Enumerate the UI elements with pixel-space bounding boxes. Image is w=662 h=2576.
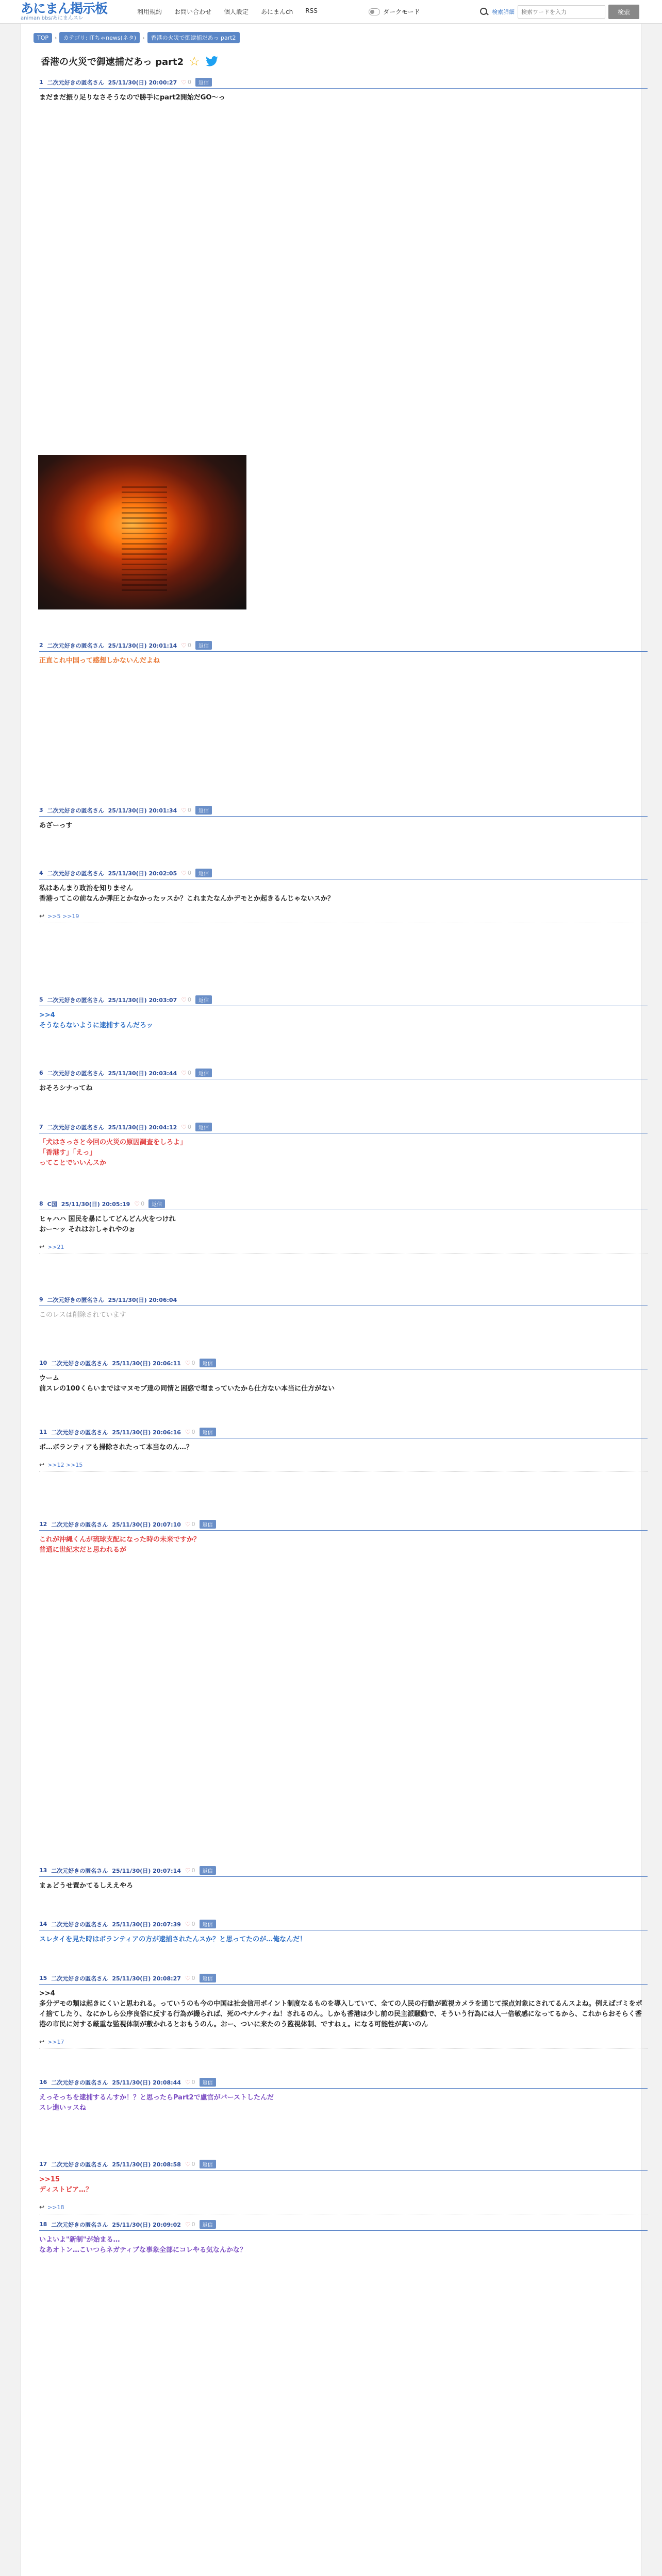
- post-7: [39, 1123, 648, 1168]
- anchor-links[interactable]: >>12 >>15: [47, 1461, 83, 1468]
- like-counter[interactable]: [181, 870, 191, 877]
- post-header: [39, 806, 648, 817]
- post-references: [39, 1243, 648, 1254]
- heart-icon[interactable]: ♡: [181, 78, 187, 86]
- post-date: 25/11/30(日) 20:07:14: [112, 1867, 181, 1874]
- search-area: [479, 5, 639, 19]
- post-17: [39, 2160, 648, 2214]
- post-number[interactable]: 3: [39, 807, 43, 814]
- breadcrumb-top[interactable]: TOP: [34, 33, 52, 43]
- heart-icon[interactable]: ♡: [185, 2221, 191, 2228]
- post-body: 私はあんまり政治を知りません 香港ってこの前なんか弾圧とかなかったッスか？これまたなんかデモとか起きるんじゃないスか？: [39, 885, 335, 903]
- post-date: 25/11/30(日) 20:04:12: [108, 1124, 177, 1131]
- like-counter[interactable]: [181, 79, 191, 86]
- poster-name: 二次元好きの匿名さん: [51, 2079, 108, 2086]
- post-15: [39, 1974, 648, 2049]
- thread-title: 香港の火災で御逮捕だあっ part2: [41, 57, 184, 67]
- post-date: 25/11/30(日) 20:08:27: [112, 1975, 181, 1982]
- post-header: [39, 2221, 648, 2231]
- heart-icon[interactable]: ♡: [181, 641, 187, 649]
- heart-icon[interactable]: ♡: [181, 1069, 187, 1077]
- like-counter[interactable]: [181, 642, 191, 649]
- like-count: 0: [191, 2221, 195, 2228]
- reply-arrow-icon: ↩: [39, 2038, 45, 2045]
- post-body: いよいよ"新制"が始まる… なあオトン…こいつらネガティブな事象全部にコレやる気なんかな？: [39, 2236, 246, 2254]
- nav-rss[interactable]: RSS: [305, 7, 318, 14]
- post-10: [39, 1359, 648, 1394]
- post-header: [39, 1069, 648, 1079]
- post-body: >>4 そうならないように逮捕するんだろッ: [39, 1011, 154, 1029]
- post-number[interactable]: 7: [39, 1124, 43, 1130]
- post-header: [39, 869, 648, 879]
- post-number[interactable]: 9: [39, 1296, 43, 1303]
- favorite-star-icon[interactable]: ☆: [189, 54, 200, 69]
- heart-icon[interactable]: ♡: [185, 1920, 191, 1928]
- reply-button[interactable]: 返信: [200, 2078, 216, 2087]
- anchor-links[interactable]: >>21: [47, 1243, 64, 1250]
- post-body: 「犬はさっさと今回の火災の原因調査をしろよ」 「香港す」「えっ」 ってことでいいんスか: [39, 1139, 187, 1167]
- post-number[interactable]: 2: [39, 642, 43, 649]
- breadcrumb-thread[interactable]: 香港の火災で御逮捕だあっ part2: [147, 32, 240, 43]
- breadcrumb: [34, 32, 240, 43]
- reply-button[interactable]: 返信: [148, 1199, 165, 1208]
- post-1: [39, 78, 648, 103]
- like-counter[interactable]: [181, 807, 191, 814]
- post-date: 25/11/30(日) 20:03:07: [108, 996, 177, 1004]
- post-number[interactable]: 8: [39, 1200, 43, 1207]
- post-number[interactable]: 18: [39, 2221, 47, 2228]
- heart-icon[interactable]: ♡: [185, 1520, 191, 1528]
- post-date: 25/11/30(日) 20:01:34: [108, 807, 177, 814]
- poster-name: 二次元好きの匿名さん: [51, 1360, 108, 1367]
- like-count: 0: [188, 870, 191, 876]
- dark-mode-toggle[interactable]: [369, 7, 420, 16]
- reply-button[interactable]: 返信: [195, 995, 212, 1004]
- like-counter[interactable]: [185, 1975, 195, 1982]
- heart-icon[interactable]: ♡: [181, 806, 187, 814]
- reply-button[interactable]: 返信: [195, 641, 212, 650]
- post-13: [39, 1867, 648, 1891]
- post-date: 25/11/30(日) 20:00:27: [108, 79, 177, 86]
- like-counter[interactable]: [181, 1070, 191, 1077]
- poster-name: 二次元好きの匿名さん: [47, 996, 104, 1004]
- anchor-links[interactable]: >>18: [47, 2204, 64, 2211]
- post-5: [39, 996, 648, 1031]
- post-body: あざーっす: [39, 822, 73, 829]
- like-count: 0: [188, 807, 191, 814]
- like-count: 0: [188, 1124, 191, 1130]
- post-11: [39, 1428, 648, 1472]
- reply-arrow-icon: ↩: [39, 1243, 45, 1250]
- like-count: 0: [191, 1360, 195, 1366]
- post-number[interactable]: 10: [39, 1360, 47, 1366]
- breadcrumb-separator-icon: ›: [55, 34, 57, 41]
- post-references: [39, 1461, 648, 1472]
- reply-arrow-icon: ↩: [39, 1461, 45, 1468]
- post-header: [39, 1123, 648, 1133]
- search-detail-link[interactable]: 検索詳細: [492, 9, 515, 15]
- page-title: [41, 55, 219, 68]
- heart-icon[interactable]: ♡: [185, 1867, 191, 1874]
- like-counter[interactable]: [185, 2221, 195, 2228]
- post-number[interactable]: 6: [39, 1070, 43, 1076]
- post-body: スレタイを見た時はボランティアの方が逮捕されたんスか？と思ってたのが…俺なんだ！: [39, 1936, 307, 1943]
- post-date: 25/11/30(日) 20:07:10: [112, 1521, 181, 1528]
- like-counter[interactable]: [185, 1360, 195, 1367]
- post-number[interactable]: 11: [39, 1429, 47, 1435]
- post-references: [39, 2204, 648, 2214]
- post-header: [39, 1920, 648, 1930]
- post-3: [39, 806, 648, 831]
- post-date: 25/11/30(日) 20:06:11: [112, 1360, 181, 1367]
- reply-button[interactable]: 返信: [195, 1069, 212, 1077]
- post-number[interactable]: 4: [39, 870, 43, 876]
- poster-name: 二次元好きの匿名さん: [51, 2161, 108, 2168]
- post-header: [39, 1296, 648, 1306]
- post-date: 25/11/30(日) 20:09:02: [112, 2221, 181, 2228]
- post-date: 25/11/30(日) 20:08:44: [112, 2079, 181, 2086]
- like-counter[interactable]: [185, 1921, 195, 1928]
- reply-button[interactable]: 返信: [195, 78, 212, 87]
- post-date: 25/11/30(日) 20:02:05: [108, 870, 177, 877]
- like-count: 0: [191, 1429, 195, 1435]
- dark-mode-label: ダークモード: [383, 8, 420, 15]
- poster-name: 二次元好きの匿名さん: [51, 1429, 108, 1436]
- post-18: [39, 2221, 648, 2256]
- like-counter[interactable]: [185, 2079, 195, 2086]
- like-count: 0: [188, 996, 191, 1003]
- post-8: [39, 1200, 648, 1254]
- post-date: 25/11/30(日) 20:01:14: [108, 642, 177, 649]
- post-number[interactable]: 13: [39, 1867, 47, 1874]
- like-counter[interactable]: [185, 1867, 195, 1874]
- reply-button[interactable]: 返信: [200, 2160, 216, 2168]
- reply-button[interactable]: 返信: [200, 2220, 216, 2229]
- post-number[interactable]: 15: [39, 1975, 47, 1981]
- poster-name: 二次元好きの匿名さん: [47, 1296, 104, 1303]
- post-header: [39, 2160, 648, 2171]
- poster-name: 二次元好きの匿名さん: [51, 1867, 108, 1874]
- heart-icon[interactable]: ♡: [185, 1974, 191, 1982]
- post-body: >>4 多分デモの類は起きにくいと思われる。っていうのも今の中国は社会信用ポイント制度なるものを導入していて、全ての人民の行動が監視カメラを通じて採点対象にされてるんスよね。例えばゴミをポイ捨てしたり、なにかしら公序良俗に反する行為が撮られば、死のペナルティね！されるのん。しかも香港は少し前の民主派騒動で、そういう行為には人一倍敏感になってるから、これからおそらく香港の市民に対する厳重な監視体制が敷かれるとおもうのん。おー、ついに来たのう監視体制、ですねぇ。になる可能性が高いのん: [39, 1990, 642, 2028]
- like-count: 0: [141, 1200, 145, 1207]
- like-count: 0: [191, 2079, 195, 2086]
- heart-icon[interactable]: ♡: [185, 1359, 191, 1367]
- heart-icon[interactable]: ♡: [185, 1428, 191, 1436]
- reply-button[interactable]: 返信: [200, 1920, 216, 1928]
- like-counter[interactable]: [181, 1124, 191, 1131]
- like-count: 0: [191, 1521, 195, 1528]
- like-counter[interactable]: [181, 996, 191, 1004]
- post-date: 25/11/30(日) 20:07:39: [112, 1921, 181, 1928]
- post-4: [39, 869, 648, 923]
- reply-button[interactable]: 返信: [200, 1520, 216, 1529]
- nav-terms[interactable]: 利用規約: [137, 8, 162, 15]
- post-number[interactable]: 5: [39, 996, 43, 1003]
- reply-arrow-icon: ↩: [39, 912, 45, 920]
- post-9: [39, 1296, 648, 1320]
- poster-name: 二次元好きの匿名さん: [51, 1975, 108, 1982]
- post-date: 25/11/30(日) 20:03:44: [108, 1070, 177, 1077]
- post-header: [39, 1974, 648, 1985]
- post-header: [39, 1428, 648, 1438]
- post-body: 正直これ中国って感想しかないんだよね: [39, 657, 160, 665]
- like-count: 0: [191, 2161, 195, 2167]
- post-14: [39, 1920, 648, 1945]
- post-body: >>15 ディストピア…？: [39, 2176, 92, 2194]
- anchor-links[interactable]: >>5 >>19: [47, 912, 79, 920]
- heart-icon[interactable]: ♡: [134, 1200, 140, 1208]
- logo-title: あにまん掲示板: [21, 1, 108, 16]
- post-header: [39, 641, 648, 652]
- like-count: 0: [188, 642, 191, 649]
- like-counter[interactable]: [185, 1429, 195, 1436]
- nav-contact[interactable]: お問い合わせ: [174, 8, 212, 15]
- post-body: ヒャハハ 国民を暴にしてどんどん火をつけれ おー〜ッ それはおしゃれやのぉ: [39, 1215, 176, 1233]
- post-body: ボ…ボランティアも掃除されたって本当なのん…？: [39, 1444, 193, 1451]
- search-input[interactable]: [518, 5, 605, 19]
- anchor-links[interactable]: >>17: [47, 2038, 64, 2045]
- breadcrumb-category[interactable]: カテゴリ: ITちゃnews(ネタ): [59, 32, 140, 43]
- post-2: [39, 641, 648, 666]
- poster-name: 二次元好きの匿名さん: [47, 642, 104, 649]
- poster-name: 二次元好きの匿名さん: [47, 807, 104, 814]
- toggle-switch-icon[interactable]: [369, 8, 380, 15]
- post-number[interactable]: 14: [39, 1921, 47, 1927]
- post-body: このレスは削除されています: [39, 1311, 126, 1319]
- nav-animanch[interactable]: あにまんch: [261, 8, 293, 15]
- post-header: [39, 996, 648, 1006]
- like-counter[interactable]: [185, 1521, 195, 1528]
- like-count: 0: [188, 79, 191, 86]
- post-body: ウーム 前スレの100くらいまではマヌモブ達の同情と困惑で埋まっていたから仕方ない本当に仕方がない: [39, 1375, 335, 1393]
- like-counter[interactable]: [134, 1200, 144, 1208]
- post-header: [39, 1200, 648, 1210]
- heart-icon[interactable]: ♡: [185, 2160, 191, 2168]
- post-16: [39, 2078, 648, 2113]
- like-count: 0: [188, 1070, 191, 1076]
- top-nav: [137, 7, 318, 16]
- post-body: えっそっちを逮捕するんすか！？と思ったらPart2で盧官がバーストしたんだ スレ進いッスね: [39, 2094, 274, 2112]
- site-logo[interactable]: [21, 2, 107, 21]
- heart-icon[interactable]: ♡: [181, 869, 187, 877]
- logo-subtitle: animan bbs/あにまんスレ: [21, 15, 84, 21]
- reply-button[interactable]: 返信: [200, 1359, 216, 1367]
- reply-button[interactable]: 返信: [200, 1974, 216, 1982]
- post-header: [39, 1867, 648, 1877]
- poster-name: C国: [47, 1200, 57, 1208]
- post-header: [39, 1520, 648, 1531]
- post-date: 25/11/30(日) 20:06:04: [108, 1296, 177, 1303]
- twitter-share-icon[interactable]: [205, 56, 219, 66]
- reply-arrow-icon: ↩: [39, 2204, 45, 2211]
- post-body: まぁどうせ置かてるしええやろ: [39, 1882, 134, 1890]
- search-button[interactable]: 検索: [608, 5, 639, 19]
- site-header: [0, 0, 662, 24]
- heart-icon[interactable]: ♡: [181, 1123, 187, 1131]
- poster-name: 二次元好きの匿名さん: [51, 2221, 108, 2228]
- like-count: 0: [191, 1975, 195, 1981]
- breadcrumb-separator-icon: ›: [142, 34, 145, 41]
- post-references: [39, 2038, 648, 2049]
- like-counter[interactable]: [185, 2161, 195, 2168]
- poster-name: 二次元好きの匿名さん: [47, 1124, 104, 1131]
- poster-name: 二次元好きの匿名さん: [51, 1921, 108, 1928]
- heart-icon[interactable]: ♡: [181, 996, 187, 1004]
- post-6: [39, 1069, 648, 1094]
- post-date: 25/11/30(日) 20:08:58: [112, 2161, 181, 2168]
- post-number[interactable]: 17: [39, 2161, 47, 2167]
- post-header: [39, 78, 648, 89]
- post-body: これが沖縄くんが琉球支配になった時の未来ですか？ 普通に世紀末だと思われるが: [39, 1536, 201, 1554]
- poster-name: 二次元好きの匿名さん: [47, 79, 104, 86]
- post-body: まだまだ振り足りなさそうなので勝手にpart2開始だGO〜っ: [39, 94, 225, 101]
- like-count: 0: [191, 1867, 195, 1874]
- post-12: [39, 1520, 648, 1555]
- reply-button[interactable]: 返信: [195, 1123, 212, 1131]
- reply-button[interactable]: 返信: [200, 1866, 216, 1875]
- reply-button[interactable]: 返信: [195, 806, 212, 815]
- like-count: 0: [191, 1921, 195, 1927]
- post-references: [39, 912, 648, 923]
- post-date: 25/11/30(日) 20:06:16: [112, 1429, 181, 1436]
- building-fire-photo[interactable]: [38, 455, 246, 609]
- nav-settings[interactable]: 個人設定: [224, 8, 249, 15]
- heart-icon[interactable]: ♡: [185, 2078, 191, 2086]
- post-header: [39, 2078, 648, 2089]
- poster-name: 二次元好きの匿名さん: [51, 1521, 108, 1528]
- post-body: おそろシナってね: [39, 1084, 93, 1092]
- poster-name: 二次元好きの匿名さん: [47, 1070, 104, 1077]
- post-date: 25/11/30(日) 20:05:19: [61, 1200, 130, 1208]
- post-header: [39, 1359, 648, 1369]
- search-icon: [479, 7, 489, 16]
- post-number[interactable]: 12: [39, 1521, 47, 1528]
- post-number[interactable]: 1: [39, 79, 43, 86]
- reply-button[interactable]: 返信: [195, 869, 212, 877]
- poster-name: 二次元好きの匿名さん: [47, 870, 104, 877]
- post-number[interactable]: 16: [39, 2079, 47, 2086]
- reply-button[interactable]: 返信: [200, 1428, 216, 1436]
